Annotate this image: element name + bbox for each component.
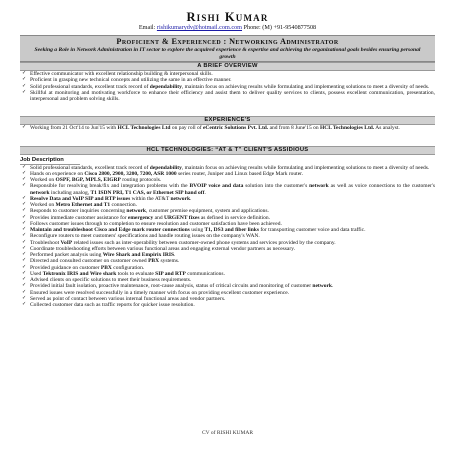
- list-item-text: Served as point of contact between various internal functional areas and vendor partners.: [30, 295, 226, 302]
- list-item-text: Provided guidance on customer PBX configuration.: [30, 264, 145, 271]
- list-item-text: Coordinate troubleshooting efforts between various functional areas and engaging external vendor partners as necessary.: [30, 245, 295, 252]
- bullet-icon: ✓: [22, 125, 27, 131]
- experience-list: [20, 125, 435, 131]
- list-item-text: Worked on OSPF, BGP, MPLS, EIGRP routing protocols.: [30, 177, 162, 184]
- title-banner: [20, 35, 435, 62]
- list-item-text: Advised clients on specific solutions to meet their business requirements.: [30, 277, 192, 284]
- list-item-text: Skillful at monitoring and motivating workforce to enhance their efficiency and assist them to deliver quality services to clients, possess excellent communication, presentation, interpersonal and problem solving skills.: [30, 89, 435, 103]
- bullet-icon: ✓: [22, 295, 27, 301]
- phone-text: Phone: (M) +91-9540877508: [243, 24, 317, 31]
- candidate-name: Rishi Kumar: [186, 10, 269, 24]
- list-item: [20, 90, 435, 103]
- overview-list: [20, 71, 435, 102]
- job-description-label: Job Description: [20, 157, 80, 165]
- contact-line: [20, 24, 435, 32]
- bullet-icon: ✓: [22, 170, 27, 176]
- bullet-icon: ✓: [22, 233, 27, 239]
- bullet-icon: ✓: [22, 77, 27, 83]
- bullet-icon: ✓: [22, 264, 27, 270]
- bullet-icon: ✓: [22, 283, 27, 289]
- list-item-text: Directed and consulted customer on customer owned PBX systems.: [30, 258, 180, 265]
- list-item-text: Responds to customer inquiries concerning network, customer premise equipment, system and applications.: [30, 208, 269, 215]
- email-link[interactable]: rishikumarydv@hotmail.com.com: [156, 24, 242, 31]
- list-item-text: Provided initial fault isolation, proactive maintenance, root-cause analysis, status of critical circuits and monitoring of customer network.: [30, 283, 334, 290]
- list-item-text: Solid professional standards, excellent track record of dependability, maintain focus on achieving results while formulating and implementing solutions to meet a diversity of needs.: [30, 164, 430, 171]
- bullet-icon: ✓: [22, 89, 27, 95]
- bullet-icon: ✓: [22, 177, 27, 183]
- overview-heading: A BRIEF OVERVIEW: [20, 62, 435, 71]
- list-item-text: Responsible for resolving break/fix and integration problems with the BVOIP voice and data solution into the customer's network as well as voice connections to the customer's network including analog, T1 ISDN PRI, T1 CAS, or Ethernet SIP hand off.: [30, 183, 435, 196]
- bullet-icon: ✓: [22, 302, 27, 308]
- bullet-icon: ✓: [22, 270, 27, 276]
- bullet-icon: ✓: [22, 208, 27, 214]
- exp-org-3: HCL Technologies Ltd.: [319, 125, 375, 132]
- list-item-text: Ensured issues were resolved successfully in a timely manner with focus on providing excellent customer experience.: [30, 289, 290, 296]
- bullet-icon: ✓: [22, 164, 27, 170]
- bullet-icon: ✓: [22, 220, 27, 226]
- list-item-text: Maintain and troubleshoot Cisco and Edge mark router connections using T1, DS3 and fiber links for transporting customer voice and data traffic.: [30, 227, 366, 234]
- list-item-text: Reconfigure routers to meet customers' specifications and handle routing issues on the company's WAN.: [30, 233, 260, 240]
- list-item-text: Used Tektronix IRIS and Wire shark tools to evaluate SIP and RTP communications.: [30, 270, 225, 277]
- email-label: Email:: [138, 24, 156, 31]
- bullet-icon: ✓: [22, 71, 27, 77]
- client-heading: HCL TECHNOLOGIES: “AT & T” CLIENT'S ASSIDIOUS: [20, 146, 435, 155]
- bullet-icon: ✓: [22, 195, 27, 201]
- objective-tagline: Seeking a Role in Network Administration in IT sector to explore the acquired experience & expertise and achieving the organizational goals besides ensuring personal growth: [34, 47, 421, 60]
- professional-title: Proficient & Experienced : Networking Administrator: [116, 37, 339, 46]
- bullet-icon: ✓: [22, 83, 27, 89]
- job-description-list: [20, 165, 435, 309]
- list-item-text: Effective communicator with excellent relationship building & interpersonal skills.: [30, 71, 213, 78]
- resume-page: [20, 6, 435, 446]
- experience-heading: EXPERIENCE'S: [20, 116, 435, 125]
- experience-item: [20, 125, 435, 131]
- exp-text-3: and from 8 June'15 on: [268, 125, 320, 132]
- bullet-icon: ✓: [22, 202, 27, 208]
- bullet-icon: ✓: [22, 245, 27, 251]
- bullet-icon: ✓: [22, 277, 27, 283]
- list-item-text: Provides immediate customer assistance for emergency and URGENT fixes as defined in service definition.: [30, 214, 271, 221]
- list-item-text: Hands on experience on Cisco 2800, 2900, 3200, 7200, ASR 1000 series router, Juniper and Linux based Edge Mark router.: [30, 170, 304, 177]
- list-item-text: Performed packet analysis using Wire Shark and Empirix IRIS.: [30, 252, 176, 259]
- bullet-icon: ✓: [22, 227, 27, 233]
- bullet-icon: ✓: [22, 258, 27, 264]
- list-item-text: Worked on Metro Ethernet and T1 connection.: [30, 202, 138, 209]
- bullet-icon: ✓: [22, 183, 27, 189]
- list-item: [20, 183, 435, 196]
- exp-text-1: Working from 21 Oct'14 to Jun'15 with: [30, 125, 118, 132]
- bullet-icon: ✓: [22, 214, 27, 220]
- list-item-text: Troubleshoot VoIP related issues such as inter-operability between customer-owned phone systems and services provided by the company.: [30, 239, 336, 246]
- bullet-icon: ✓: [22, 239, 27, 245]
- bullet-icon: ✓: [22, 252, 27, 258]
- exp-text-4: As analyst.: [374, 125, 400, 132]
- exp-text-2: on pay roll of: [170, 125, 203, 132]
- list-item-text: Follows customer issues through to completion to ensure resolution and customer satisfaction have been achieved.: [30, 220, 282, 227]
- exp-org-2: eCentric Solutions Pvt. Ltd.: [202, 125, 269, 132]
- list-item-text: Solid professional standards, excellent track record of dependability, maintain focus on achieving results while formulating and implementing solutions to meet a diversity of needs.: [30, 83, 430, 90]
- list-item-text: Proficient in grasping new technical concepts and utilizing the same in an effective manner.: [30, 77, 232, 84]
- exp-org-1: HCL Technologies Ltd: [117, 125, 171, 132]
- list-item-text: Collected customer data such as traffic reports for quicker issue resolution.: [30, 302, 195, 309]
- page-footer: CV of RISHI KUMAR: [201, 430, 254, 436]
- list-item: [20, 302, 435, 308]
- bullet-icon: ✓: [22, 289, 27, 295]
- list-item-text: Resolve Data and VoIP SIP and RTP issues within the AT&T network.: [30, 195, 192, 202]
